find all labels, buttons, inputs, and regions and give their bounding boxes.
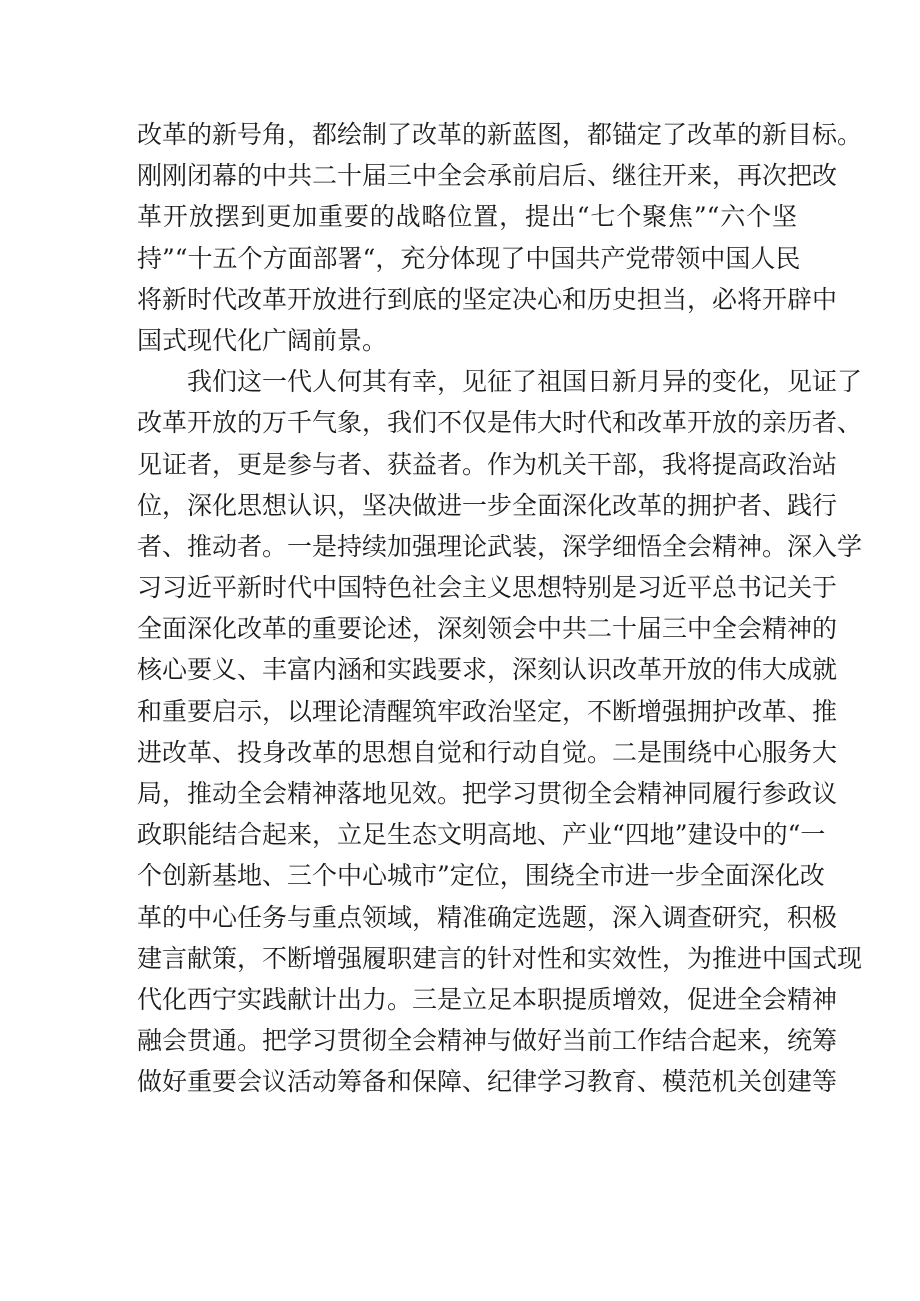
text-line: 位，深化思想认识，坚决做进一步全面深化改革的拥护者、践行 <box>137 490 838 520</box>
text-line: 者、推动者。一是持续加强理论武装，深学细悟全会精神。深入学 <box>137 531 863 561</box>
text-line: 见证者，更是参与者、获益者。作为机关干部，我将提高政治站 <box>137 449 838 479</box>
text-line: 将新时代改革开放进行到底的坚定决心和历史担当，必将开辟中 <box>137 284 838 314</box>
text-line: 进改革、投身改革的思想自觉和行动自觉。二是围绕中心服务大 <box>137 737 838 767</box>
text-line: 建言献策，不断增强履职建言的针对性和实效性，为推进中国式现 <box>137 943 863 973</box>
text-line: 国式现代化广阔前景。 <box>137 325 388 355</box>
text-line: 代化西宁实践献计出力。三是立足本职提质增效，促进全会精神 <box>137 984 838 1014</box>
text-line: 革的中心任务与重点领域，精准确定选题，深入调查研究，积极 <box>137 902 838 932</box>
text-line: 持”“十五个方面部署“，充分体现了中国共产党带领中国人民 <box>137 243 801 273</box>
text-line: 局，推动全会精神落地见效。把学习贯彻全会精神同履行参政议 <box>137 779 838 808</box>
text-line: 革开放摆到更加重要的战略位置，提出“七个聚焦”“六个坚 <box>137 202 797 232</box>
text-line: 和重要启示，以理论清醒筑牢政治坚定，不断增强拥护改革、推 <box>137 696 838 726</box>
text-line: 政职能结合起来，立足生态文明高地、产业“四地”建设中的“一 <box>137 820 826 850</box>
text-line: 个创新基地、三个中心城市”定位，围绕全市进一步全面深化改 <box>137 861 825 891</box>
text-line: 习习近平新时代中国特色社会主义思想特别是习近平总书记关于 <box>137 573 838 603</box>
text-line: 核心要义、丰富内涵和实践要求，深刻认识改革开放的伟大成就 <box>137 655 838 685</box>
text-line: 改革的新号角，都绘制了改革的新蓝图，都锚定了改革的新目标。 <box>137 120 863 149</box>
text-line: 刚刚闭幕的中共二十届三中全会承前启后、继往开来，再次把改 <box>137 161 838 191</box>
text-line: 改革开放的万千气象，我们不仅是伟大时代和改革开放的亲历者、 <box>137 408 863 438</box>
text-line: 融会贯通。把学习贯彻全会精神与做好当前工作结合起来，统筹 <box>137 1026 838 1056</box>
paragraph-first-line: 我们这一代人何其有幸，见征了祖国日新月异的变化，见证了 <box>187 367 863 397</box>
text-line: 做好重要会议活动筹备和保障、纪律学习教育、模范机关创建等 <box>137 1067 838 1097</box>
body-text <box>137 114 863 1103</box>
text-line: 全面深化改革的重要论述，深刻领会中共二十届三中全会精神的 <box>137 614 838 644</box>
